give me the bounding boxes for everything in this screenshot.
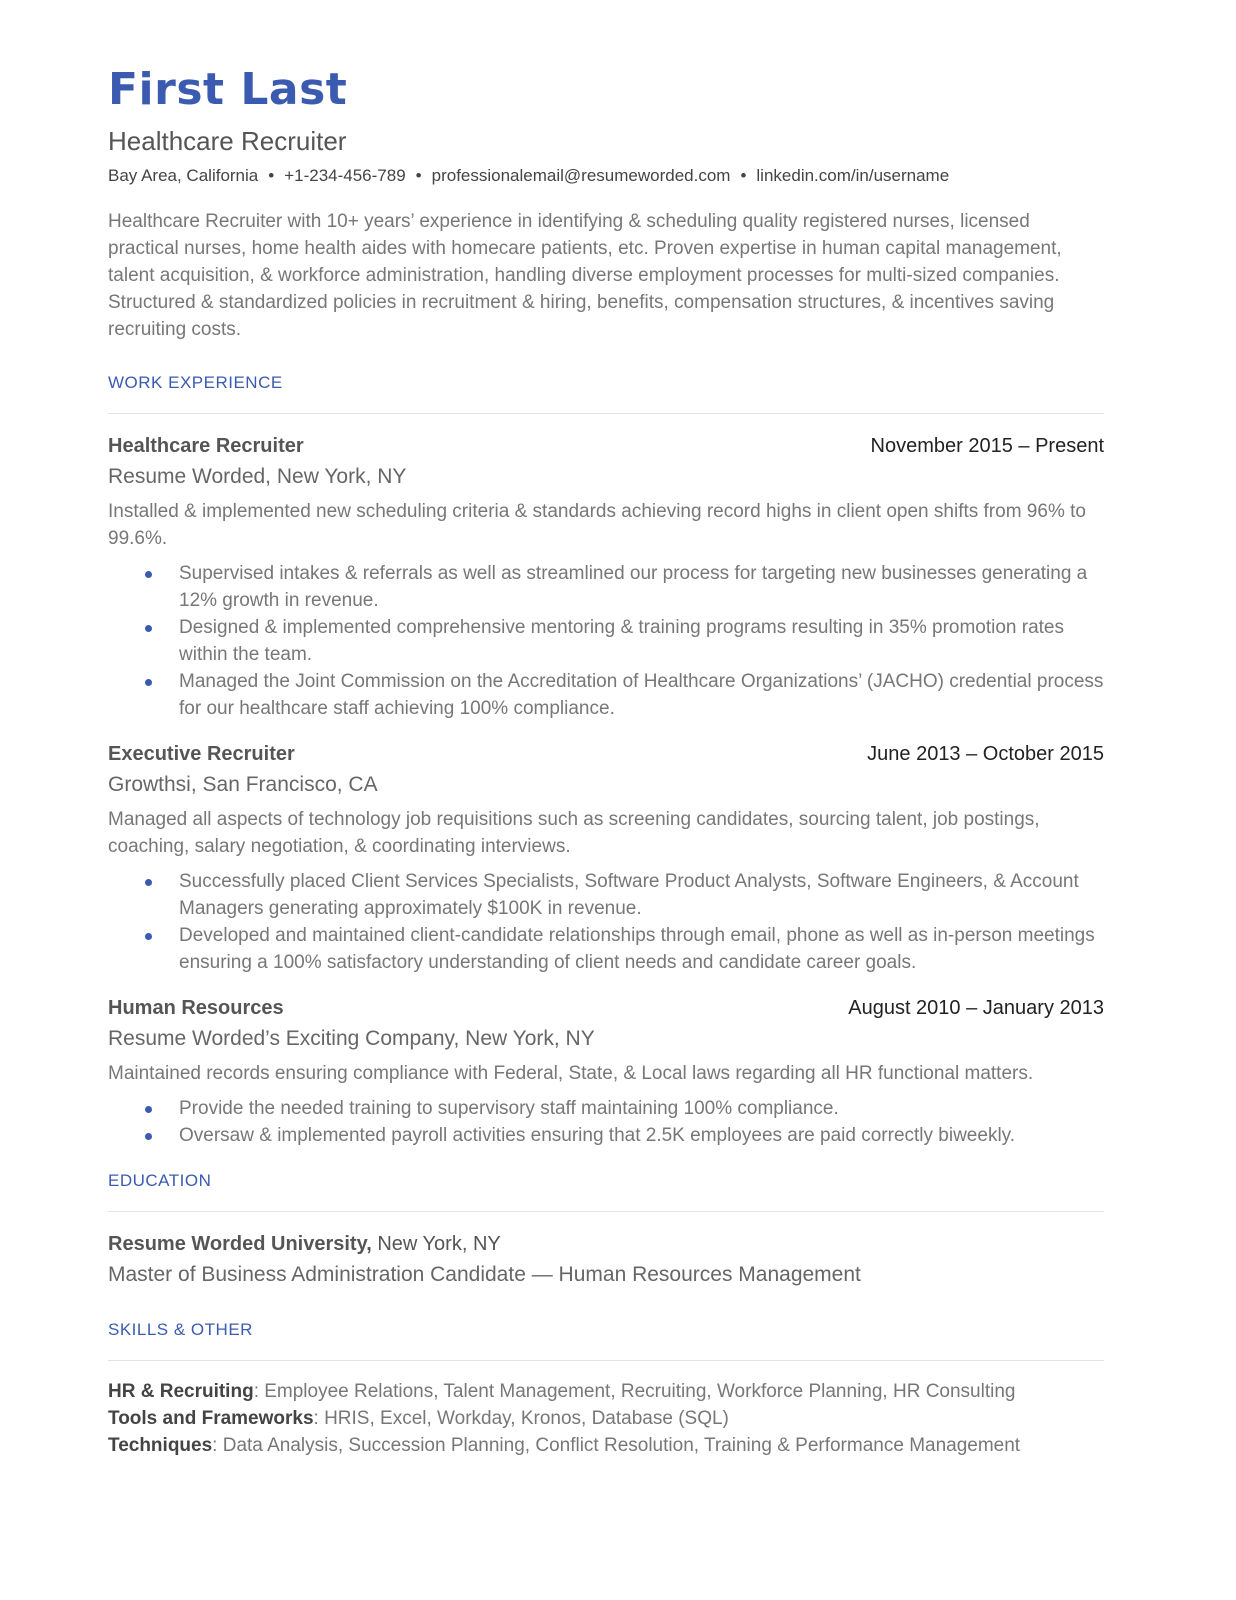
contact-email: professionalemail@resumeworded.com (431, 166, 731, 185)
bullet-text: Designed & implemented comprehensive mentoring & training programs resulting in 35% promotion rates within the team. (179, 617, 1065, 665)
skill-line (108, 1432, 1104, 1459)
bullet-item (108, 614, 1104, 668)
skill-line (108, 1405, 1104, 1432)
bullet-icon (145, 1133, 152, 1140)
resume-page (108, 62, 1104, 1459)
skill-label: Techniques (108, 1435, 213, 1456)
bullet-text: Supervised intakes & referrals as well as streamlined our process for targeting new businesses generating a 12% growth in revenue. (179, 563, 1088, 611)
bullet-icon (145, 879, 152, 886)
job-bullets (108, 560, 1104, 722)
section-divider (108, 413, 1104, 414)
contact-line (108, 164, 1104, 188)
job-company: Resume Worded, New York, NY (108, 465, 407, 488)
bullet-item (108, 868, 1104, 922)
bullet-icon (145, 679, 152, 686)
bullet-icon (145, 1106, 152, 1113)
skill-value: : Employee Relations, Talent Management, Recruiting, Workforce Planning, HR Consulting (253, 1381, 1016, 1402)
job-title: Executive Recruiter (108, 743, 295, 765)
job-description: Managed all aspects of technology job requisitions such as screening candidates, sourcing talent, job postings, coaching, salary negotiation, & coordinating interviews. (108, 809, 1040, 857)
job-header (108, 740, 1104, 768)
summary-paragraph: Healthcare Recruiter with 10+ years’ experience in identifying & scheduling quality registered nurses, licensed practical nurses, home health aides with homecare patients, etc. Proven expertise in human capital management, talent acquisition, & workforce administration, handling diverse employment processes for multi-sized companies. Structured & standardized policies in recruitment & hiring, benefits, compensation structures, & incentives saving recruiting costs. (108, 211, 1062, 340)
contact-separator: • (415, 166, 422, 185)
bullet-icon (145, 625, 152, 632)
job-entry (108, 432, 1104, 722)
job-company: Resume Worded’s Exciting Company, New York, NY (108, 1027, 595, 1050)
candidate-title: Healthcare Recruiter (108, 126, 347, 156)
bullet-icon (145, 933, 152, 940)
contact-phone: +1-234-456-789 (284, 166, 406, 185)
bullet-item (108, 560, 1104, 614)
education-degree: Master of Business Administration Candidate — Human Resources Management (108, 1263, 861, 1286)
job-bullets (108, 1095, 1104, 1149)
candidate-name: First Last (108, 64, 348, 115)
job-description: Maintained records ensuring compliance with Federal, State, & Local laws regarding all HR functional matters. (108, 1063, 1034, 1084)
section-divider (108, 1211, 1104, 1212)
bullet-item (108, 922, 1104, 976)
job-bullets (108, 868, 1104, 976)
job-title: Human Resources (108, 997, 284, 1019)
contact-location: Bay Area, California (108, 166, 259, 185)
skill-value: : HRIS, Excel, Workday, Kronos, Database (SQL) (313, 1408, 729, 1429)
skill-value: : Data Analysis, Succession Planning, Conflict Resolution, Training & Performance Management (212, 1435, 1021, 1456)
education-school-line (108, 1230, 1104, 1258)
bullet-text: Oversaw & implemented payroll activities ensuring that 2.5K employees are paid correctly biweekly. (179, 1125, 1016, 1146)
job-header (108, 432, 1104, 460)
job-company: Growthsi, San Francisco, CA (108, 773, 378, 796)
job-dates: August 2010 – January 2013 (848, 997, 1104, 1019)
education-location: New York, NY (371, 1233, 501, 1255)
bullet-icon (145, 571, 152, 578)
skill-label: Tools and Frameworks (108, 1408, 314, 1429)
section-heading-skills: SKILLS & OTHER (108, 1320, 253, 1339)
section-divider (108, 1360, 1104, 1361)
skills-list (108, 1378, 1104, 1459)
bullet-text: Provide the needed training to supervisory staff maintaining 100% compliance. (179, 1098, 839, 1119)
contact-separator: • (268, 166, 275, 185)
bullet-item (108, 1122, 1104, 1149)
job-title: Healthcare Recruiter (108, 435, 304, 457)
skill-label: HR & Recruiting (108, 1381, 254, 1402)
job-description: Installed & implemented new scheduling criteria & standards achieving record highs in client open shifts from 96% to 99.6%. (108, 501, 1086, 549)
job-dates: November 2015 – Present (870, 435, 1104, 457)
job-entry (108, 740, 1104, 976)
job-dates: June 2013 – October 2015 (867, 743, 1104, 765)
section-heading-education: EDUCATION (108, 1171, 212, 1190)
bullet-text: Managed the Joint Commission on the Accreditation of Healthcare Organizations’ (JACHO) credential process for our healthcare staff achieving 100% compliance. (179, 671, 1104, 719)
education-school: Resume Worded University, (108, 1233, 372, 1255)
section-heading-work: WORK EXPERIENCE (108, 373, 283, 392)
job-entry (108, 994, 1104, 1149)
job-header (108, 994, 1104, 1022)
contact-separator: • (740, 166, 747, 185)
bullet-text: Developed and maintained client-candidate relationships through email, phone as well as in-person meetings ensuring a 100% satisfactory understanding of client needs and candidate career goals. (179, 925, 1095, 973)
skill-line (108, 1378, 1104, 1405)
bullet-text: Successfully placed Client Services Specialists, Software Product Analysts, Software Engineers, & Account Managers generating approximately $100K in revenue. (179, 871, 1079, 919)
education-entry (108, 1230, 1104, 1290)
contact-linkedin: linkedin.com/in/username (756, 166, 950, 185)
bullet-item (108, 1095, 1104, 1122)
bullet-item (108, 668, 1104, 722)
